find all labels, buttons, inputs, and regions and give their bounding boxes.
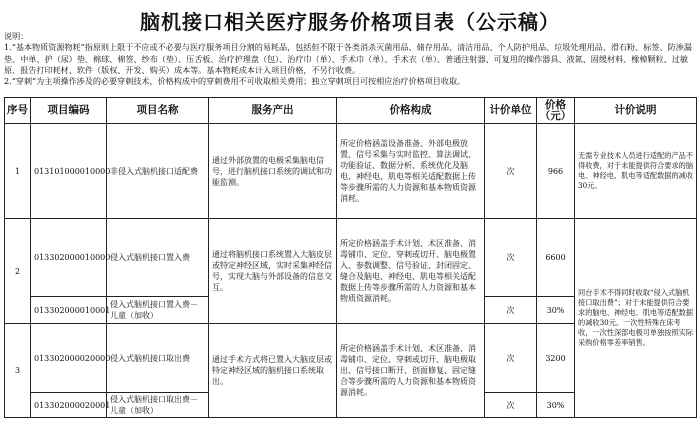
cell-code: 013101000010000: [31, 124, 107, 219]
cell-unit: 次: [485, 297, 537, 324]
cell-name: 侵入式脑机接口置入费－儿童（加收）: [107, 297, 209, 324]
cell-code: 013302000020000: [31, 324, 107, 393]
header-explain: 计价说明: [575, 98, 697, 124]
table-row: [5, 219, 697, 297]
cell-name: 侵入式脑机接口取出费: [107, 324, 209, 393]
cell-name: 侵入式脑机接口置入费: [107, 219, 209, 297]
note-2: 2.“穿刺”为主项操作涉及的必要穿刺技术，价格构成中的穿刺费用不可收取相关费用；独立穿刺项目可按相应治疗价格项目收取。: [4, 76, 466, 87]
cell-seq: 2: [5, 219, 31, 324]
header-composition: 价格构成: [337, 98, 485, 124]
header-price: 价格（元）: [537, 98, 575, 124]
cell-code: 013302000020001: [31, 393, 107, 418]
header-name: 项目名称: [107, 98, 209, 124]
cell-price: 6600: [537, 219, 575, 297]
cell-price: 30%: [537, 297, 575, 324]
cell-name: 侵入式脑机接口取出费－儿童（加收）: [107, 393, 209, 418]
cell-name: 非侵入式脑机接口适配费: [107, 124, 209, 219]
cell-output: 通过外部放置的电极采集脑电信号，进行脑机接口系统的调试和功能监测。: [209, 124, 337, 219]
cell-code: 013302000010001: [31, 297, 107, 324]
cell-explain: 同台手术不得同时收取“侵入式脑机接口取出费”；对于未能提供符合要求的脑电、神经电、肌电等适配数据的减收30元。一次性特殊在床考收，一次性深部电极可单独按照实际采购价格零差率销售。: [575, 219, 697, 418]
table-header-row: [5, 98, 697, 124]
cell-seq: 1: [5, 124, 31, 219]
cell-unit: 次: [485, 219, 537, 297]
cell-output: 通过手术方式将已置入大脑皮层或特定神经区域的脑机接口系统取出。: [209, 324, 337, 418]
cell-unit: 次: [485, 124, 537, 219]
cell-explain: 无需专业技术人员进行适配的产品不得收费，对于未能提供符合要求的脑电、神经电、肌电等适配数据的减收30元。: [575, 124, 697, 219]
cell-output: 通过将脑机接口系统置入大脑皮层或特定神经区域，实时采集神经信号，实现大脑与外部设备的信息交互。: [209, 219, 337, 324]
cell-composition: 所定价格涵盖手术计划、术区准备、消毒铺巾、定位、穿刺或切开、脑电极置入、参数调整、信号验证、封闭固定、缝合及脑电、神经电、肌电等相关适配数据上传等步骤所需的人力资源和基本物质资源消耗。: [337, 219, 485, 324]
cell-code: 013302000010000: [31, 219, 107, 297]
notes-intro: 说明：: [4, 31, 29, 41]
cell-seq: 3: [5, 324, 31, 418]
header-seq: 序号: [5, 98, 31, 124]
cell-unit: 次: [485, 393, 537, 418]
header-unit: 计价单位: [485, 98, 537, 124]
notes-block: [4, 31, 696, 87]
table-row: [5, 124, 697, 219]
note-1: 1.“基本物质资源物耗”指原则上限于不应或不必要与医疗服务项目分割的易耗品，包括但不限于各类消杀灭菌用品、储存用品、清洁用品、个人防护用品、垃圾处理用品、滑石粉、标签、防渗漏垫、中单、护（尿）垫、棉球、棉签、纱布（垫）、压舌板、治疗护理盘（包）、治疗巾（单）、手术巾（单）、手术衣（单）、普通注射器、可复用的操作器具、液氮、固缓材料、橡樟颗粒、过敏原、报告打印耗材、软件（版权、开发、购买）成本等。基本物耗成本计入项目价格，不另行收费。: [4, 42, 692, 75]
price-table: [4, 97, 697, 418]
header-code: 项目编码: [31, 98, 107, 124]
cell-price: 3200: [537, 324, 575, 393]
cell-price: 966: [537, 124, 575, 219]
cell-composition: 所定价格涵盖设备准备、外部电极放置、信号采集与实时监控、算法调试、功能验证、数据分析、系统优化及脑电、神经电、肌电等相关适配数据上传等步骤所需的人力资源和基本物质资源消耗。: [337, 124, 485, 219]
cell-composition: 所定价格涵盖手术计划、术区准备、消毒铺巾、定位、穿刺或切开、脑电极取出、信号接口断开、创面修复、固定缝合等步骤所需的人力资源和基本物质资源消耗。: [337, 324, 485, 418]
header-output: 服务产出: [209, 98, 337, 124]
cell-price: 30%: [537, 393, 575, 418]
cell-unit: 次: [485, 324, 537, 393]
page-title: 脑机接口相关医疗服务价格项目表（公示稿）: [140, 10, 560, 34]
